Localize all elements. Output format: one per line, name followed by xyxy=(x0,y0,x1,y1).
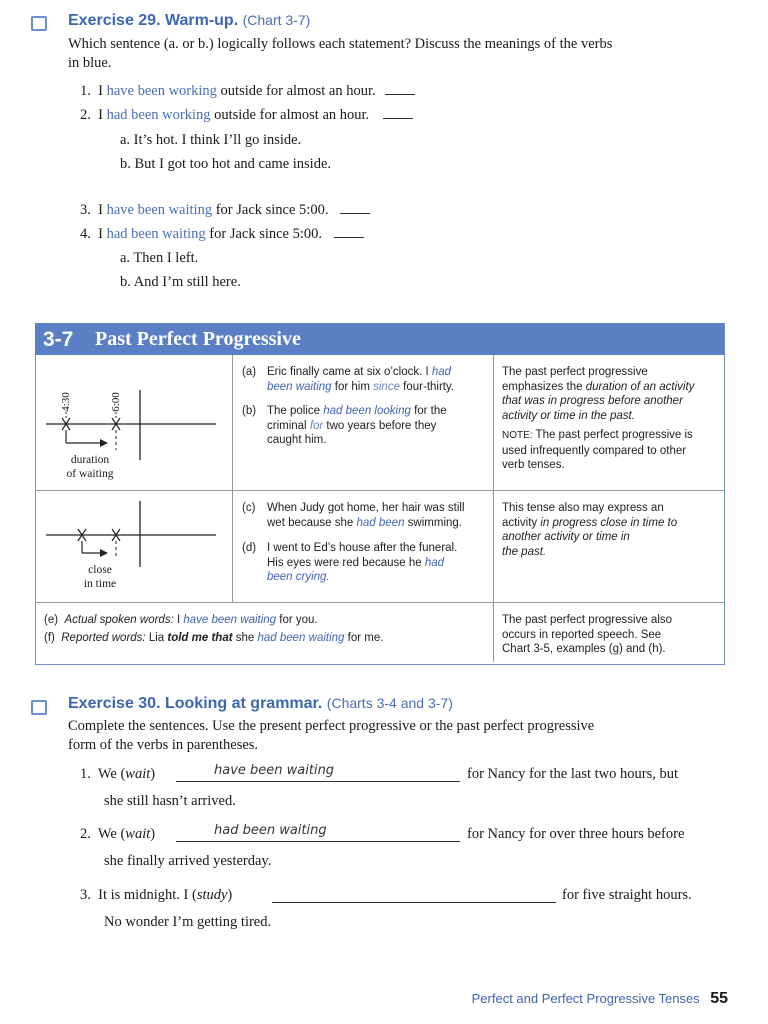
item-continuation: for Nancy for the last two hours, but xyxy=(467,766,679,782)
example-text: wet because she xyxy=(267,516,357,529)
ex29-item-2 xyxy=(80,106,413,125)
note-line: The past perfect progressive also xyxy=(502,614,673,626)
handwritten-answer: have been waiting xyxy=(214,763,335,778)
answer-blank[interactable] xyxy=(340,213,370,214)
option-a: a. It’s hot. I think I’ll go inside. xyxy=(120,132,302,148)
example-label: (c) xyxy=(242,502,256,514)
example-b xyxy=(242,404,492,448)
item-text: I xyxy=(98,226,107,242)
note-emphasis: another activity or time in xyxy=(502,531,630,543)
example-text: she xyxy=(232,632,258,644)
item-number: 1. xyxy=(80,83,91,99)
exercise-title-text: Exercise 29. Warm-up. xyxy=(68,12,239,29)
item-text: I xyxy=(98,83,107,99)
caption-line: close xyxy=(88,564,112,576)
item-number: 4. xyxy=(80,226,91,242)
example-c xyxy=(242,501,492,530)
item-text: I xyxy=(98,202,107,218)
note-text: emphasizes the xyxy=(502,380,586,393)
explanation-ab xyxy=(502,365,722,473)
example-emphasis: Reported words: xyxy=(61,632,146,644)
ex29-options-a xyxy=(120,131,331,174)
preposition-highlight: for xyxy=(309,419,324,432)
example-text: I xyxy=(173,614,184,626)
example-emphasis: Actual spoken words: xyxy=(64,614,174,626)
verb-prompt: wait xyxy=(125,826,151,842)
answer-field[interactable] xyxy=(176,823,460,842)
example-bold: told me that xyxy=(167,632,233,644)
divider xyxy=(35,602,724,603)
verb-highlight: had been working xyxy=(106,107,211,123)
item-text: We ( xyxy=(97,826,126,842)
instruction-line: Which sentence (a. or b.) logically follows each statement? Discuss the meanings of the verbs xyxy=(68,36,613,52)
note-line: The past perfect progressive xyxy=(502,366,648,378)
item-text: for Jack since 5:00. xyxy=(205,226,323,242)
answer-field[interactable] xyxy=(176,763,460,782)
page-number: 55 xyxy=(710,990,728,1007)
chart-reference: (Charts 3-4 and 3-7) xyxy=(326,695,453,711)
item-text: We ( xyxy=(97,766,126,782)
example-text: for him xyxy=(331,380,374,393)
instruction-line: form of the verbs in parentheses. xyxy=(68,737,259,753)
item-number: 1. xyxy=(80,766,91,782)
item-number: 2. xyxy=(80,826,91,842)
example-label: (a) xyxy=(242,366,257,378)
option-b: b. And I’m still here. xyxy=(120,274,241,290)
divider xyxy=(232,355,233,602)
note-emphasis: in progress close in time to xyxy=(540,516,678,529)
example-label: (d) xyxy=(242,542,257,554)
time-label: 4:30 xyxy=(59,392,72,412)
exercise-30-title xyxy=(68,695,453,713)
example-label: (e) xyxy=(44,614,59,626)
example-text: Lia xyxy=(145,632,168,644)
item-text: ) xyxy=(150,766,156,782)
item-continuation: for Nancy for over three hours before xyxy=(467,826,685,842)
diagram-caption xyxy=(50,563,150,591)
item-line2: she finally arrived yesterday. xyxy=(104,853,272,869)
divider xyxy=(35,490,724,491)
item-line2: No wonder I’m getting tired. xyxy=(104,914,272,930)
instruction-line: in blue. xyxy=(68,55,112,71)
ex30-item-1 xyxy=(80,765,155,784)
example-text: His eyes were red because he xyxy=(267,556,425,569)
chart-number: 3-7 xyxy=(43,328,74,351)
item-text: I xyxy=(98,107,107,123)
caption-line: duration xyxy=(70,454,110,466)
verb-highlight: had been xyxy=(356,516,405,529)
time-label: 6:00 xyxy=(109,392,122,412)
option-a: a. Then I left. xyxy=(120,250,199,266)
note-line: This tense also may express an xyxy=(502,502,664,514)
explanation-ef xyxy=(502,613,722,657)
example-f xyxy=(44,631,489,646)
divider xyxy=(493,355,494,662)
example-text: I went to Ed’s house after the funeral. xyxy=(267,542,458,554)
answer-field[interactable] xyxy=(272,884,556,903)
ex29-item-4 xyxy=(80,225,364,244)
ex29-item-1 xyxy=(80,82,415,101)
item-number: 3. xyxy=(80,887,91,903)
exercise-30-instructions xyxy=(68,717,748,755)
note-label: NOTE: xyxy=(502,430,533,441)
example-text: two years before they xyxy=(323,419,437,432)
verb-highlight: had been waiting xyxy=(257,632,345,644)
item-text: for Jack since 5:00. xyxy=(212,202,329,218)
example-text: swimming. xyxy=(404,516,462,529)
example-text: four-thirty. xyxy=(399,380,455,393)
verb-highlight: had xyxy=(424,556,445,569)
handwritten-answer: had been waiting xyxy=(214,823,327,838)
exercise-checkbox[interactable] xyxy=(31,16,47,31)
verb-highlight: had been waiting xyxy=(106,226,206,242)
note-emphasis: the past. xyxy=(502,545,547,558)
exercise-29-instructions xyxy=(68,35,748,73)
instruction-line: Complete the sentences. Use the present perfect progressive or the past perfect progressive xyxy=(68,718,595,734)
verb-highlight: had been looking xyxy=(323,405,411,417)
item-number: 2. xyxy=(80,107,91,123)
example-text: Eric finally came at six o’clock. I xyxy=(267,366,432,378)
explanation-cd xyxy=(502,501,722,559)
example-label: (b) xyxy=(242,405,257,417)
exercise-checkbox[interactable] xyxy=(31,700,47,715)
caption-line: in time xyxy=(83,578,117,590)
verb-highlight: been waiting xyxy=(267,380,332,393)
item-text: outside for almost an hour. xyxy=(216,83,376,99)
verb-highlight: have been waiting xyxy=(183,614,277,626)
note-line: verb tenses. xyxy=(502,459,565,471)
note-line: occurs in reported speech. See xyxy=(502,628,662,641)
ex29-options-b xyxy=(120,249,241,292)
verb-highlight: been crying. xyxy=(267,571,330,583)
example-e xyxy=(44,613,489,628)
example-label: (f) xyxy=(44,632,55,644)
ex30-item-2 xyxy=(80,825,155,844)
verb-highlight: have been waiting xyxy=(106,202,213,218)
answer-blank[interactable] xyxy=(334,237,364,238)
example-text: caught him. xyxy=(267,434,327,446)
option-b: b. But I got too hot and came inside. xyxy=(120,156,332,172)
example-a xyxy=(242,365,492,394)
note-emphasis: duration of an activity xyxy=(585,380,695,393)
caption-line: of waiting xyxy=(66,468,114,480)
item-number: 3. xyxy=(80,202,91,218)
page-footer xyxy=(472,990,728,1008)
verb-highlight: have been working xyxy=(106,83,217,99)
chart-header xyxy=(35,323,724,355)
example-text: for the xyxy=(410,405,447,417)
chart-reference: (Chart 3-7) xyxy=(242,12,311,28)
verb-prompt: wait xyxy=(125,766,151,782)
example-text: criminal xyxy=(267,419,310,432)
item-continuation: for five straight hours. xyxy=(562,887,692,903)
example-d xyxy=(242,541,492,585)
diagram-caption xyxy=(40,453,140,481)
item-line2: she still hasn’t arrived. xyxy=(104,793,236,809)
verb-highlight: had xyxy=(431,366,452,378)
item-text: It is midnight. I ( xyxy=(98,887,197,903)
ex30-item-3 xyxy=(80,886,232,905)
exercise-29-title xyxy=(68,12,310,30)
note-line: Chart 3-5, examples (g) and (h). xyxy=(502,643,666,655)
chart-title: Past Perfect Progressive xyxy=(95,328,301,350)
note-text: The past perfect progressive is xyxy=(532,429,693,441)
exercise-title-text: Exercise 30. Looking at grammar. xyxy=(68,695,323,712)
item-text: outside for almost an hour. xyxy=(210,107,370,123)
example-text: The police xyxy=(267,405,324,417)
note-emphasis: that was in progress before another xyxy=(502,395,683,407)
item-text: ) xyxy=(150,826,156,842)
preposition-highlight: since xyxy=(373,380,400,393)
note-emphasis: activity or time in the past. xyxy=(502,409,635,422)
ex29-item-3 xyxy=(80,201,370,220)
note-text: activity xyxy=(502,516,541,529)
example-text: for you. xyxy=(276,614,318,626)
answer-blank[interactable] xyxy=(385,94,415,95)
note-line: used infrequently compared to other xyxy=(502,444,687,457)
example-text: for me. xyxy=(344,632,384,644)
verb-prompt: study xyxy=(196,887,228,903)
example-text: When Judy got home, her hair was still xyxy=(267,502,465,514)
footer-chapter-title: Perfect and Perfect Progressive Tenses xyxy=(471,991,700,1006)
answer-blank[interactable] xyxy=(383,118,413,119)
item-text: ) xyxy=(227,887,233,903)
